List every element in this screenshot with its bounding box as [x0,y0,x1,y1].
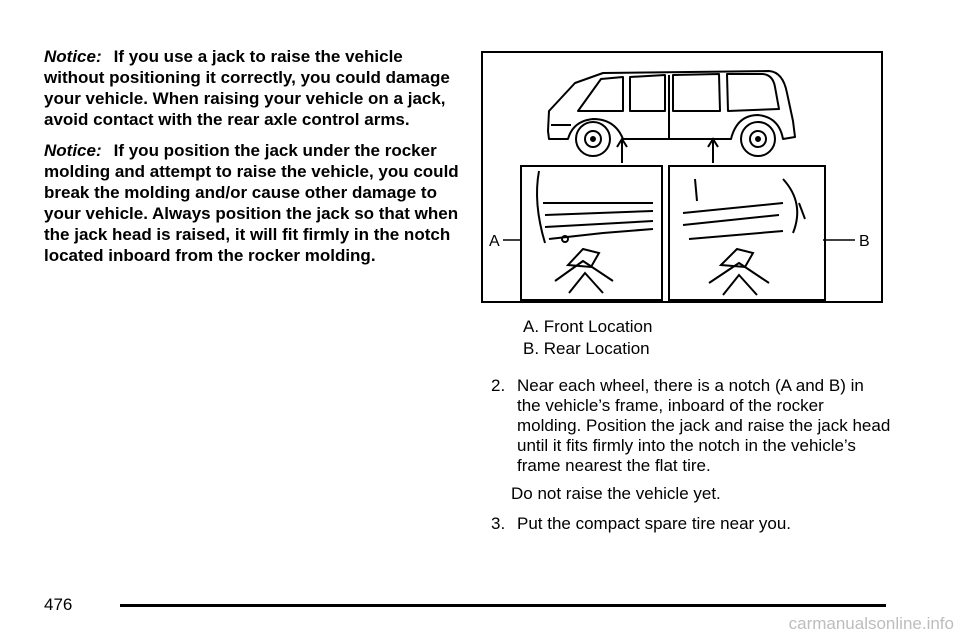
notices-column [44,46,464,276]
location-arrows [617,139,718,163]
notice-2 [44,140,464,266]
notice-text: If you use a jack to raise the vehicle without positioning it correctly, you could damage your vehicle. When raising your vehicle on a jack, avoid contact with the rear axle control arms. [44,47,450,129]
figure-captions [523,316,652,360]
jack-location-illustration [483,53,881,301]
notice-label: Notice: [44,47,102,66]
notice-1 [44,46,464,130]
rear-jack-inset [669,166,825,300]
step-number: 3. [491,514,506,533]
footer-rule [120,604,886,607]
step-3 [491,514,891,534]
step-text: Put the compact spare tire near you. [517,514,792,533]
label-b: B [859,233,870,250]
van-illustration [548,71,795,156]
instruction-steps [491,376,891,544]
page-number: 476 [44,595,73,614]
step-text: Near each wheel, there is a notch (A and B) in the vehicle’s frame, inboard of the rocker molding. Position the jack and raise the jack head until it fits firmly into the notch in the vehicle’s frame nearest the flat tire. [517,376,891,475]
watermark: carmanualsonline.info [788,614,954,633]
step-2 [491,376,891,476]
jack-location-figure [481,51,883,303]
notice-label: Notice: [44,141,102,160]
step-note: Do not raise the vehicle yet. [511,484,721,503]
front-jack-inset [521,166,662,300]
step-number: 2. [491,376,506,395]
caption-rear: B. Rear Location [523,339,650,358]
notice-text: If you position the jack under the rocker molding and attempt to raise the vehicle, you could break the molding and/or cause other damage to your vehicle. Always position the jack so that when the jack head is raised, it will fit firmly in the notch located inboard from the rocker molding. [44,141,459,265]
label-a: A [489,233,500,250]
caption-front: A. Front Location [523,317,653,336]
